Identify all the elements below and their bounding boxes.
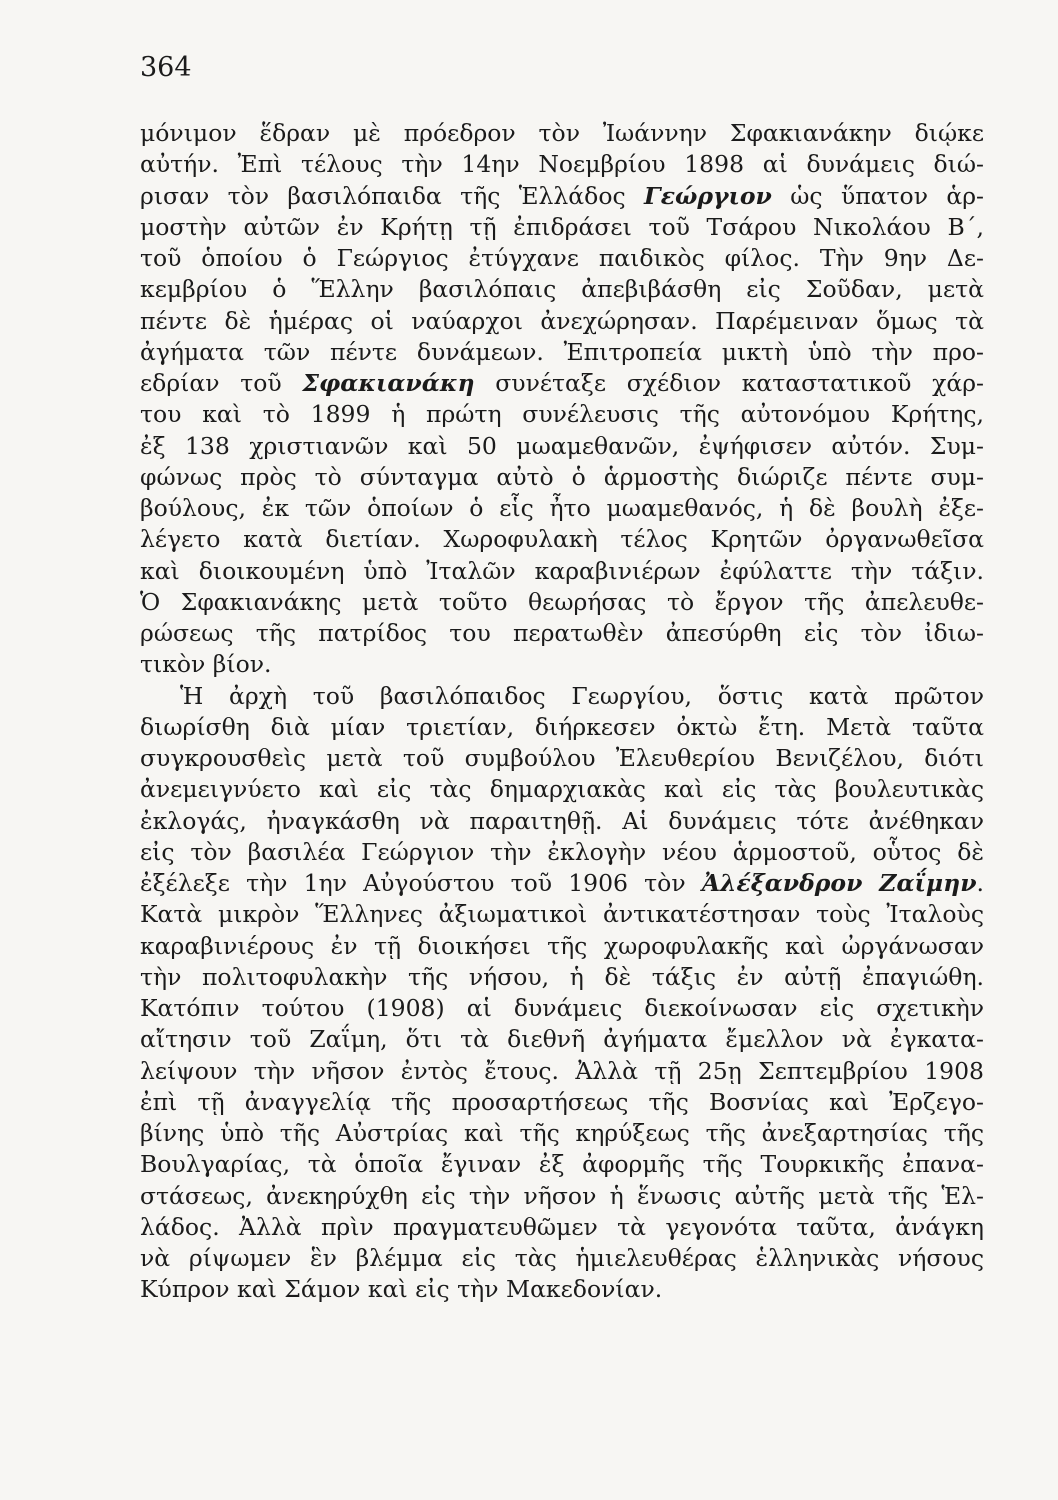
line-text-after: συνέταξε σχέδιον καταστατικοῦ χάρ- <box>474 369 985 397</box>
page-number: 364 <box>140 52 192 83</box>
line-text: εἰς τὸν βασιλέα Γεώργιον τὴν ἐκλογὴν νέου ἁρμοστοῦ, οὗτος δὲ <box>140 837 984 866</box>
text-line <box>140 868 984 899</box>
line-text: ἐπὶ τῇ ἀναγγελίᾳ τῆς προσαρτήσεως τῆς Βοσνίας καὶ Ἐρζεγο- <box>140 1087 984 1116</box>
text-line <box>140 1274 984 1305</box>
emphasized-name: Σφακιανάκη <box>302 369 475 397</box>
text-line <box>140 712 984 743</box>
text-line <box>140 337 984 368</box>
text-line <box>140 743 984 774</box>
line-text: βούλους, ἐκ τῶν ὁποίων ὁ εἷς ἦτο μωαμεθανός, ἡ δὲ βουλὴ ἐξε- <box>140 494 984 522</box>
line-text: λάδος. Ἀλλὰ πρὶν πραγματευθῶμεν τὰ γεγονότα ταῦτα, ἀνάγκη <box>140 1212 984 1241</box>
text-line <box>140 962 984 993</box>
line-text: νὰ ρίψωμεν ἓν βλέμμα εἰς τὰς ἡμιελευθέρας ἑλληνικὰς νήσους <box>140 1244 984 1272</box>
text-line <box>140 556 984 587</box>
line-text: του καὶ τὸ 1899 ἡ πρώτη συνέλευσις τῆς αὐτονόμου Κρήτης, <box>140 400 984 429</box>
text-line <box>140 587 984 618</box>
line-text: εδρίαν τοῦ <box>140 369 303 397</box>
text-line <box>140 1181 984 1212</box>
text-line <box>140 118 984 149</box>
text-line <box>140 899 984 930</box>
line-text: μόνιμον ἕδραν μὲ πρόεδρον τὸν Ἰωάννην Σφακιανάκην διῴκε <box>140 119 984 147</box>
text-line <box>140 306 984 337</box>
line-text: διωρίσθη διὰ μίαν τριετίαν, διήρκεσεν ὀκτὼ ἔτη. Μετὰ ταῦτα <box>140 712 984 741</box>
emphasized-name: Ἀλέξανδρον Ζαΐμην <box>701 869 977 897</box>
text-line <box>140 431 984 462</box>
line-text: τὴν πολιτοφυλακὴν τῆς νήσου, ἡ δὲ τάξις ἐν αὐτῇ ἐπαγιώθη. <box>140 962 984 991</box>
line-text: λέγετο κατὰ διετίαν. Χωροφυλακὴ τέλος Κρητῶν ὀργανωθεῖσα <box>140 525 984 554</box>
text-line <box>140 149 984 180</box>
line-text: Βουλγαρίας, τὰ ὁποῖα ἔγιναν ἐξ ἀφορμῆς τῆς Τουρκικῆς ἐπανα- <box>140 1150 984 1179</box>
line-text: τοῦ ὁποίου ὁ Γεώργιος ἐτύγχανε παιδικὸς φίλος. Τὴν 9ην Δε- <box>140 244 984 272</box>
text-line <box>140 774 984 805</box>
text-line <box>140 212 984 243</box>
line-text: ἀνεμειγνύετο καὶ εἰς τὰς δημαρχιακὰς καὶ εἰς τὰς βουλευτικὰς <box>140 775 984 804</box>
body-text <box>140 118 984 1306</box>
line-text: καραβινιέρους ἐν τῇ διοικήσει τῆς χωροφυλακῆς καὶ ὠργάνωσαν <box>140 931 984 960</box>
text-line <box>140 524 984 555</box>
line-text: Κύπρον καὶ Σάμον καὶ εἰς τὴν Μακεδονίαν. <box>140 1275 663 1304</box>
text-line <box>140 462 984 493</box>
emphasized-name: Γεώργιον <box>644 181 772 210</box>
text-line <box>140 1212 984 1243</box>
line-text: ἐκλογάς, ἠναγκάσθη νὰ παραιτηθῇ. Αἱ δυνάμεις τότε ἀνέθηκαν <box>140 806 984 835</box>
line-text: κεμβρίου ὁ Ἕλλην βασιλόπαις ἀπεβιβάσθη εἰς Σοῦδαν, μετὰ <box>140 275 984 304</box>
line-text: ρισαν τὸν βασιλόπαιδα τῆς Ἑλλάδος <box>140 181 645 210</box>
line-text: Κατόπιν τούτου (1908) αἱ δυνάμεις διεκοίνωσαν εἰς σχετικὴν <box>140 994 984 1022</box>
line-text: Ὁ Σφακιανάκης μετὰ τοῦτο θεωρήσας τὸ ἔργον τῆς ἀπελευθε- <box>140 587 984 616</box>
text-line <box>140 368 984 399</box>
text-line <box>140 993 984 1024</box>
text-line <box>140 493 984 524</box>
text-line <box>140 681 984 712</box>
line-text: ἀγήματα τῶν πέντε δυνάμεων. Ἐπιτροπεία μικτὴ ὑπὸ τὴν προ- <box>140 337 984 366</box>
line-text: ἐξ 138 χριστιανῶν καὶ 50 μωαμεθανῶν, ἐψήφισεν αὐτόν. Συμ- <box>140 431 984 460</box>
text-line <box>140 1087 984 1118</box>
line-text: στάσεως, ἀνεκηρύχθη εἰς τὴν νῆσον ἡ ἕνωσις αὐτῆς μετὰ τῆς Ἑλ- <box>140 1181 984 1210</box>
line-text: Ἡ ἀρχὴ τοῦ βασιλόπαιδος Γεωργίου, ὅστις κατὰ πρῶτον <box>180 681 984 710</box>
text-line <box>140 931 984 962</box>
text-line <box>140 1024 984 1055</box>
text-line <box>140 1118 984 1149</box>
text-line <box>140 243 984 274</box>
line-text: συγκρουσθεὶς μετὰ τοῦ συμβούλου Ἐλευθερίου Βενιζέλου, διότι <box>140 744 984 772</box>
text-line <box>140 274 984 305</box>
line-text: Κατὰ μικρὸν Ἕλληνες ἀξιωματικοὶ ἀντικατέστησαν τοὺς Ἰταλοὺς <box>140 900 984 929</box>
line-text: ρώσεως τῆς πατρίδος του περατωθὲν ἀπεσύρθη εἰς τὸν ἰδιω- <box>140 619 984 647</box>
text-line <box>140 618 984 649</box>
text-line <box>140 837 984 868</box>
line-text: αὐτήν. Ἐπὶ τέλους τὴν 14ην Νοεμβρίου 1898 αἱ δυνάμεις διώ- <box>140 150 984 179</box>
text-line <box>140 649 984 680</box>
text-line <box>140 1243 984 1274</box>
text-line <box>140 806 984 837</box>
line-text-after: . <box>976 869 984 897</box>
text-line <box>140 399 984 430</box>
line-text: βίνης ὑπὸ τῆς Αὐστρίας καὶ τῆς κηρύξεως τῆς ἀνεξαρτησίας τῆς <box>140 1119 984 1147</box>
text-line <box>140 1149 984 1180</box>
line-text: ἐξέλεξε τὴν 1ην Αὐγούστου τοῦ 1906 τὸν <box>140 869 702 897</box>
line-text: φώνως πρὸς τὸ σύνταγμα αὐτὸ ὁ ἁρμοστὴς διώριζε πέντε συμ- <box>140 462 984 491</box>
line-text-after: ὡς ὕπατον ἁρ- <box>771 181 984 210</box>
line-text: μοστὴν αὐτῶν ἐν Κρήτῃ τῇ ἐπιδράσει τοῦ Τσάρου Νικολάου Β΄, <box>140 212 984 241</box>
line-text: λείψουν τὴν νῆσον ἐντὸς ἔτους. Ἀλλὰ τῇ 25ῃ Σεπτεμβρίου 1908 <box>140 1056 984 1085</box>
line-text: τικὸν βίον. <box>140 650 272 679</box>
text-line <box>140 181 984 212</box>
line-text: πέντε δὲ ἡμέρας οἱ ναύαρχοι ἀνεχώρησαν. Παρέμειναν ὅμως τὰ <box>140 306 984 335</box>
text-line <box>140 1056 984 1087</box>
line-text: καὶ διοικουμένη ὑπὸ Ἰταλῶν καραβινιέρων ἐφύλαττε τὴν τάξιν. <box>140 556 984 585</box>
line-text: αἴτησιν τοῦ Ζαΐμη, ὅτι τὰ διεθνῆ ἀγήματα ἔμελλον νὰ ἐγκατα- <box>140 1025 984 1054</box>
